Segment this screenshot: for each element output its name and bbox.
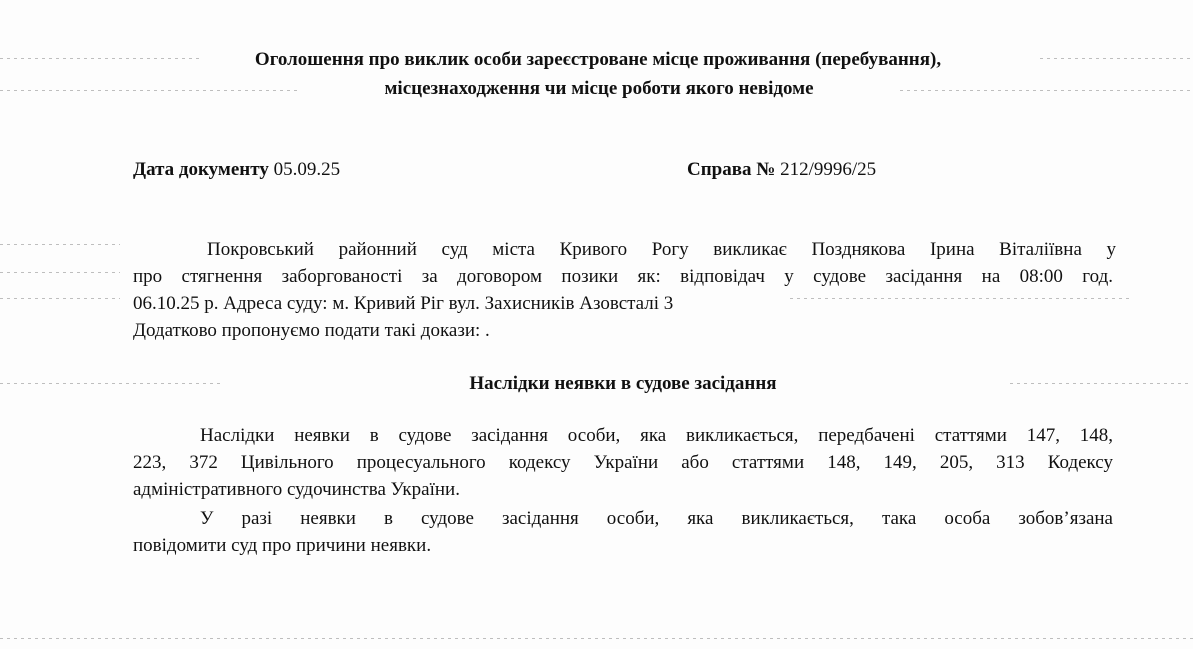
consequences-heading: Наслідки неявки в судове засідання xyxy=(469,373,777,394)
consequences-p1-line-2: 223, 372 Цивільного процесуального кодексу України або статтями 148, 149, 205, 313 Кодексу xyxy=(133,452,1113,473)
case-number xyxy=(687,158,876,182)
date-value: 05.09.25 xyxy=(273,159,341,180)
scan-noise xyxy=(0,272,120,273)
consequences-p2-line-1: У разі неявки в судове засідання особи, яка викликається, така особа зобов’язана xyxy=(200,508,1113,529)
document-date xyxy=(133,158,340,182)
summons-line-4: Додатково пропонуємо подати такі докази: . xyxy=(133,320,490,341)
consequences-p1-line-3: адміністративного судочинства України. xyxy=(133,479,460,500)
scan-noise xyxy=(0,244,120,245)
summons-line-2: про стягнення заборгованості за договором позики як: відповідач у судове засідання на 08:00 год. xyxy=(133,266,1113,287)
scan-noise xyxy=(0,298,120,299)
summons-line-1: Покровський районний суд міста Кривого Рогу викликає Позднякова Ірина Віталіївна у xyxy=(207,239,1116,260)
scan-noise xyxy=(0,638,1193,639)
scan-noise xyxy=(790,298,1130,299)
document-title-line-2: місцезнаходження чи місце роботи якого невідоме xyxy=(384,78,814,99)
summons-line-3: 06.10.25 р. Адреса суду: м. Кривий Ріг вул. Захисників Азовсталі 3 xyxy=(133,293,674,314)
document-title-line-1: Оголошення про виклик особи зареєстроване місце проживання (перебування), xyxy=(254,49,942,70)
consequences-p1-line-1: Наслідки неявки в судове засідання особи, яка викликається, передбачені статтями 147, 148, xyxy=(200,425,1113,446)
consequences-p2-line-2: повідомити суд про причини неявки. xyxy=(133,535,432,556)
date-label: Дата документу xyxy=(133,159,269,180)
case-label: Справа № xyxy=(687,159,776,180)
case-value: 212/9996/25 xyxy=(780,159,877,180)
